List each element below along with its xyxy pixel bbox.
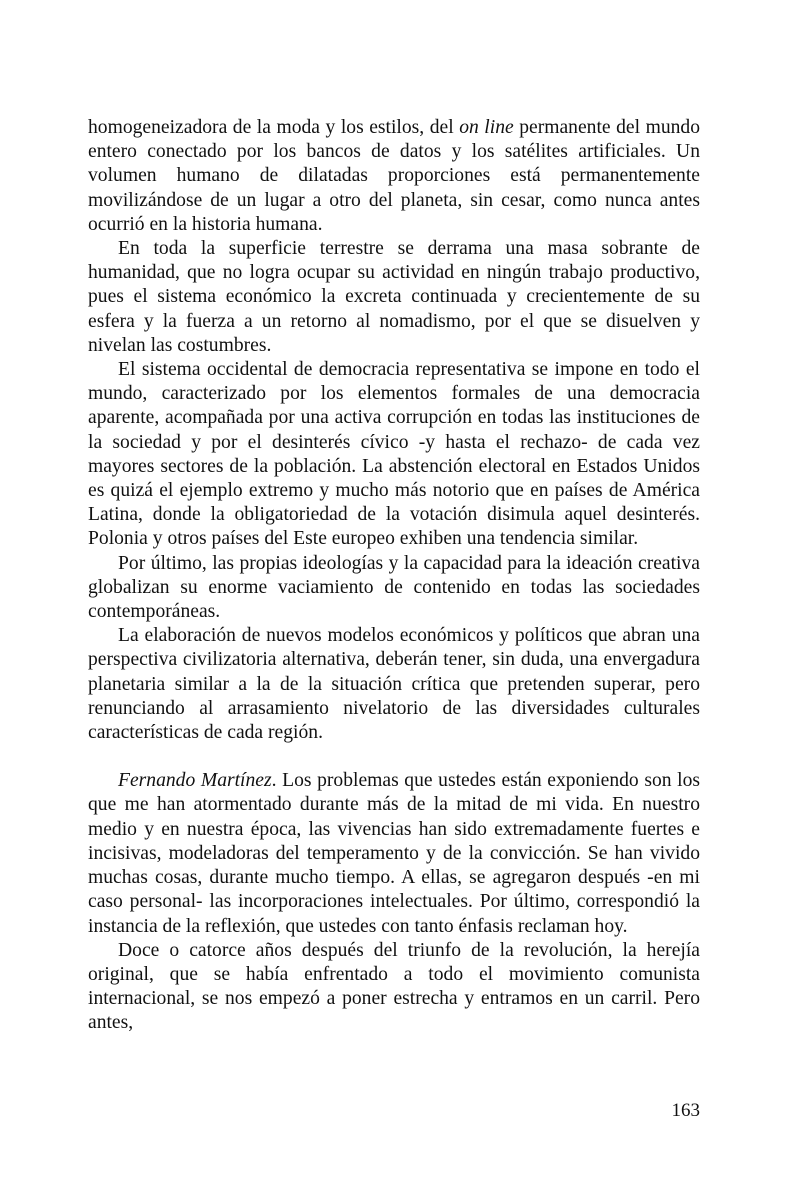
page-body: [88, 116, 700, 1036]
speaker-name: Fernando Martínez: [118, 770, 272, 792]
paragraph-3: El sistema occidental de democracia representativa se impone en todo el mundo, caracterizado por los elementos formales de una democracia aparente, acompañada por una activa corrupción en todas las instituciones de la sociedad y por el desinterés cívico -y hasta el rechazo- de cada vez mayores sectores de la población. La abstención electoral en Estados Unidos es quizá el ejemplo extremo y mucho más notorio que en países de América Latina, donde la obligatoriedad de la votación disimula aquel desinterés. Polonia y otros países del Este europeo exhiben una tendencia similar.: [88, 359, 700, 550]
paragraph-5: La elaboración de nuevos modelos económicos y políticos que abran una perspectiva civilizatoria alternativa, deberán tener, sin duda, una envergadura planetaria similar a la de la situación crítica que pretenden superar, pero renunciando al arrasamiento nivelatorio de las diversidades culturales características de cada región.: [88, 625, 700, 744]
paragraph-1-text: homogeneizadora de la moda y los estilos, del: [88, 117, 460, 138]
paragraph-1-rest: permanente del mundo entero conectado por los bancos de datos y los satélites artificiales. Un volumen humano de dilatadas proporciones está permanentemente movilizándose de un lugar a otro del planeta, sin cesar, como nunca antes ocurrió en la historia humana.: [88, 117, 701, 235]
on-line-term: on line: [459, 117, 514, 138]
page-number: 163: [671, 1100, 700, 1121]
paragraph-6-text: . Los problemas que ustedes están exponiendo son los que me han atormentado durante más de la mitad de mi vida. En nuestro medio y en nuestra época, las vivencias han sido extremadamente fuertes e incisivas, modeladoras del temperamento y de la convicción. Se han vivido muchas cosas, durante mucho tiempo. A ellas, se agregaron después -en mi caso personal- las incorporaciones intelectuales. Por último, correspondió la instancia de la reflexión, que ustedes con tanto énfasis reclaman hoy.: [88, 770, 700, 937]
paragraph-2: En toda la superficie terrestre se derrama una masa sobrante de humanidad, que no logra ocupar su actividad en ningún trabajo productivo, pues el sistema económico la excreta continuada y crecientemente de su esfera y la fuerza a un retorno al nomadismo, por el que se disuelven y nivelan las costumbres.: [88, 238, 700, 356]
paragraph-1: [88, 116, 700, 237]
paragraph-7: Doce o catorce años después del triunfo de la revolución, la herejía original, que se había enfrentado a todo el movimiento comunista internacional, se nos empezó a poner estrecha y entramos en un carril. Pero antes,: [88, 939, 700, 1034]
paragraph-6: [88, 769, 700, 938]
paragraph-4: Por último, las propias ideologías y la capacidad para la ideación creativa globalizan su enorme vaciamiento de contenido en todas las sociedades contemporáneas.: [88, 552, 700, 623]
